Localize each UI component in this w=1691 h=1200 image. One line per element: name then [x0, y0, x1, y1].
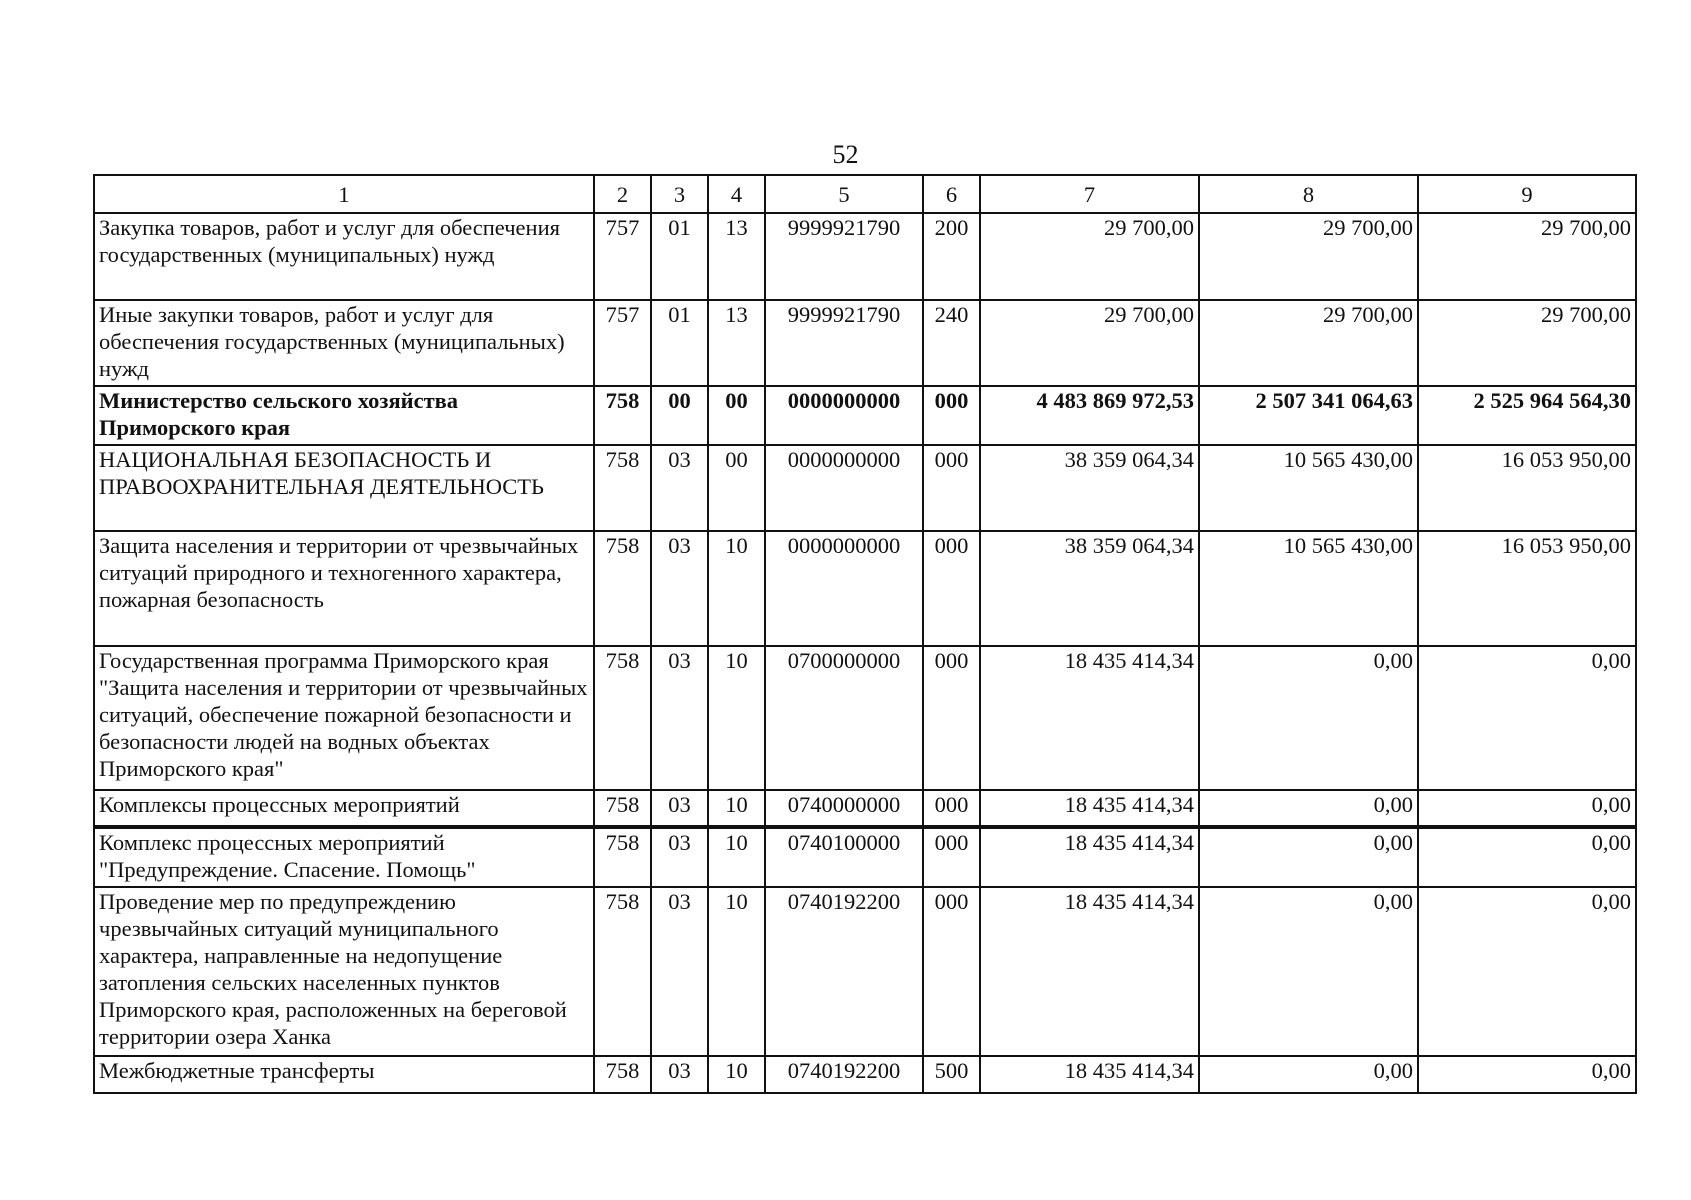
cell-col-3: 03 [651, 827, 708, 887]
amount-col-8: 10 565 430,00 [1199, 445, 1418, 531]
amount-col-9: 0,00 [1418, 1056, 1636, 1093]
amount-col-7: 18 435 414,34 [980, 1056, 1199, 1093]
cell-col-5: 9999921790 [765, 300, 923, 386]
cell-col-2: 758 [594, 531, 651, 646]
amount-col-8: 0,00 [1199, 887, 1418, 1056]
row-name: Министерство сельского хозяйства Приморского края [94, 386, 594, 445]
cell-col-6: 240 [923, 300, 980, 386]
row-name: Иные закупки товаров, работ и услуг для обеспечения государственных (муниципальных) нужд [94, 300, 594, 386]
cell-col-6: 000 [923, 531, 980, 646]
amount-col-9: 0,00 [1418, 827, 1636, 887]
cell-col-6: 500 [923, 1056, 980, 1093]
cell-col-3: 03 [651, 1056, 708, 1093]
cell-col-3: 03 [651, 445, 708, 531]
amount-col-7: 38 359 064,34 [980, 531, 1199, 646]
cell-col-5: 0740100000 [765, 827, 923, 887]
cell-col-4: 13 [708, 213, 765, 300]
amount-col-7: 38 359 064,34 [980, 445, 1199, 531]
amount-col-9: 29 700,00 [1418, 213, 1636, 300]
amount-col-7: 18 435 414,34 [980, 646, 1199, 790]
cell-col-2: 758 [594, 827, 651, 887]
cell-col-4: 13 [708, 300, 765, 386]
column-header: 4 [708, 175, 765, 213]
row-name: Межбюджетные трансферты [94, 1056, 594, 1093]
amount-col-9: 0,00 [1418, 646, 1636, 790]
amount-col-8: 2 507 341 064,63 [1199, 386, 1418, 445]
cell-col-4: 10 [708, 790, 765, 827]
table-row [94, 887, 1636, 1056]
cell-col-6: 000 [923, 887, 980, 1056]
table-row [94, 445, 1636, 531]
cell-col-5: 0700000000 [765, 646, 923, 790]
cell-col-4: 10 [708, 1056, 765, 1093]
row-name: Комплексы процессных мероприятий [94, 790, 594, 827]
cell-col-6: 000 [923, 827, 980, 887]
column-header: 6 [923, 175, 980, 213]
column-header: 2 [594, 175, 651, 213]
amount-col-8: 29 700,00 [1199, 213, 1418, 300]
cell-col-3: 00 [651, 386, 708, 445]
cell-col-6: 000 [923, 790, 980, 827]
cell-col-6: 000 [923, 646, 980, 790]
row-name: Комплекс процессных мероприятий "Предупреждение. Спасение. Помощь" [94, 827, 594, 887]
page-number: 52 [832, 140, 859, 169]
cell-col-5: 0000000000 [765, 445, 923, 531]
cell-col-4: 00 [708, 386, 765, 445]
cell-col-3: 03 [651, 790, 708, 827]
cell-col-2: 758 [594, 386, 651, 445]
cell-col-2: 758 [594, 887, 651, 1056]
column-header: 9 [1418, 175, 1636, 213]
table-row [94, 646, 1636, 790]
amount-col-8: 10 565 430,00 [1199, 531, 1418, 646]
column-header: 5 [765, 175, 923, 213]
cell-col-3: 03 [651, 531, 708, 646]
table-row [94, 300, 1636, 386]
budget-table [93, 174, 1637, 1094]
table-row [94, 790, 1636, 827]
cell-col-3: 03 [651, 887, 708, 1056]
column-header: 3 [651, 175, 708, 213]
table-row-ministry [94, 386, 1636, 445]
row-name: Государственная программа Приморского края "Защита населения и территории от чрезвычайных ситуаций, обеспечение пожарной безопасности и безопасности людей на водных объектах Приморского края" [94, 646, 594, 790]
amount-col-7: 18 435 414,34 [980, 790, 1199, 827]
amount-col-9: 2 525 964 564,30 [1418, 386, 1636, 445]
amount-col-8: 0,00 [1199, 790, 1418, 827]
cell-col-4: 10 [708, 531, 765, 646]
amount-col-9: 16 053 950,00 [1418, 531, 1636, 646]
cell-col-4: 00 [708, 445, 765, 531]
row-name: Проведение мер по предупреждению чрезвычайных ситуаций муниципального характера, направленные на недопущение затопления сельских населенных пунктов Приморского края, расположенных на береговой территории озера Ханка [94, 887, 594, 1056]
amount-col-7: 18 435 414,34 [980, 827, 1199, 887]
amount-col-7: 29 700,00 [980, 213, 1199, 300]
cell-col-2: 757 [594, 300, 651, 386]
column-header: 1 [94, 175, 594, 213]
column-header: 7 [980, 175, 1199, 213]
cell-col-4: 10 [708, 827, 765, 887]
row-name: Закупка товаров, работ и услуг для обеспечения государственных (муниципальных) нужд [94, 213, 594, 300]
cell-col-3: 01 [651, 300, 708, 386]
cell-col-5: 0000000000 [765, 386, 923, 445]
amount-col-7: 18 435 414,34 [980, 887, 1199, 1056]
amount-col-8: 0,00 [1199, 1056, 1418, 1093]
cell-col-6: 000 [923, 445, 980, 531]
amount-col-8: 29 700,00 [1199, 300, 1418, 386]
cell-col-4: 10 [708, 646, 765, 790]
cell-col-2: 757 [594, 213, 651, 300]
cell-col-5: 0740192200 [765, 1056, 923, 1093]
cell-col-3: 01 [651, 213, 708, 300]
cell-col-5: 0740000000 [765, 790, 923, 827]
amount-col-8: 0,00 [1199, 827, 1418, 887]
header-row [94, 175, 1636, 213]
cell-col-2: 758 [594, 445, 651, 531]
column-header: 8 [1199, 175, 1418, 213]
cell-col-5: 9999921790 [765, 213, 923, 300]
amount-col-9: 16 053 950,00 [1418, 445, 1636, 531]
cell-col-5: 0000000000 [765, 531, 923, 646]
cell-col-2: 758 [594, 790, 651, 827]
amount-col-7: 29 700,00 [980, 300, 1199, 386]
amount-col-9: 0,00 [1418, 790, 1636, 827]
row-name: НАЦИОНАЛЬНАЯ БЕЗОПАСНОСТЬ И ПРАВООХРАНИТЕЛЬНАЯ ДЕЯТЕЛЬНОСТЬ [94, 445, 594, 531]
cell-col-6: 000 [923, 386, 980, 445]
table-row [94, 827, 1636, 887]
cell-col-2: 758 [594, 646, 651, 790]
table-row [94, 531, 1636, 646]
cell-col-4: 10 [708, 887, 765, 1056]
amount-col-9: 0,00 [1418, 887, 1636, 1056]
cell-col-5: 0740192200 [765, 887, 923, 1056]
table-row [94, 213, 1636, 300]
table-row [94, 1056, 1636, 1093]
amount-col-7: 4 483 869 972,53 [980, 386, 1199, 445]
cell-col-3: 03 [651, 646, 708, 790]
amount-col-8: 0,00 [1199, 646, 1418, 790]
amount-col-9: 29 700,00 [1418, 300, 1636, 386]
row-name: Защита населения и территории от чрезвычайных ситуаций природного и техногенного характера, пожарная безопасность [94, 531, 594, 646]
cell-col-6: 200 [923, 213, 980, 300]
cell-col-2: 758 [594, 1056, 651, 1093]
